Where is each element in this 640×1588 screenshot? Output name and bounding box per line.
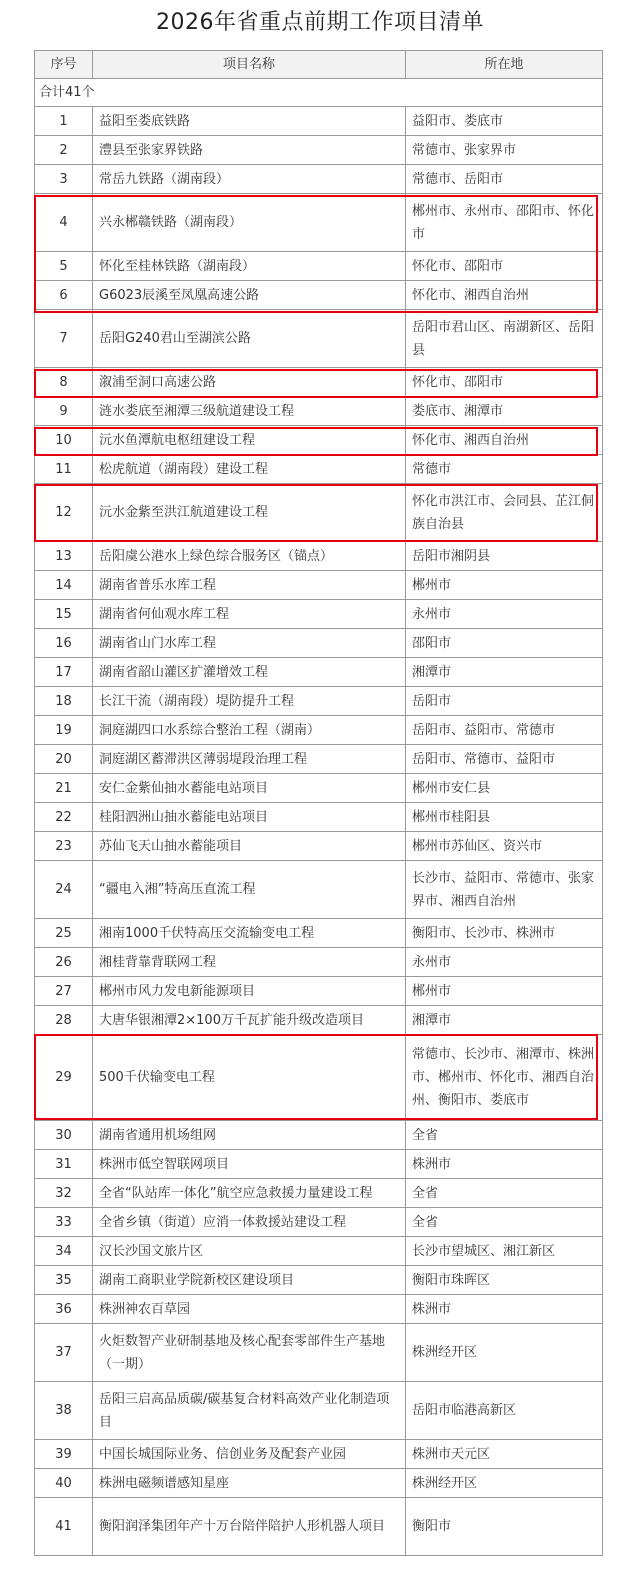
project-location: 永州市 xyxy=(406,948,603,977)
project-location: 株洲市 xyxy=(406,1150,603,1179)
table-row xyxy=(35,1469,603,1498)
project-location: 郴州市、永州市、邵阳市、怀化市 xyxy=(406,194,603,252)
project-location: 娄底市、湘潭市 xyxy=(406,397,603,426)
table-row xyxy=(35,1150,603,1179)
table-row xyxy=(35,455,603,484)
project-location: 全省 xyxy=(406,1208,603,1237)
table-row xyxy=(35,1382,603,1440)
project-location: 全省 xyxy=(406,1179,603,1208)
row-number: 12 xyxy=(35,484,93,542)
row-number: 36 xyxy=(35,1295,93,1324)
row-number: 6 xyxy=(35,281,93,310)
project-name: 500千伏输变电工程 xyxy=(93,1035,406,1121)
project-location: 长沙市望城区、湘江新区 xyxy=(406,1237,603,1266)
project-name: 全省乡镇（街道）应消一体救援站建设工程 xyxy=(93,1208,406,1237)
row-number: 3 xyxy=(35,165,93,194)
project-location: 郴州市桂阳县 xyxy=(406,803,603,832)
row-number: 41 xyxy=(35,1498,93,1556)
table-row xyxy=(35,368,603,397)
row-number: 38 xyxy=(35,1382,93,1440)
project-location: 怀化市、邵阳市 xyxy=(406,252,603,281)
project-table xyxy=(34,50,603,1556)
project-name: 岳阳G240君山至湖滨公路 xyxy=(93,310,406,368)
project-name: 郴州市风力发电新能源项目 xyxy=(93,977,406,1006)
project-name: 株洲市低空智联网项目 xyxy=(93,1150,406,1179)
table-row xyxy=(35,600,603,629)
total-row xyxy=(35,79,603,107)
table-row xyxy=(35,803,603,832)
project-name: 溆浦至洞口高速公路 xyxy=(93,368,406,397)
project-location: 全省 xyxy=(406,1121,603,1150)
table-row xyxy=(35,310,603,368)
project-location: 衡阳市珠晖区 xyxy=(406,1266,603,1295)
row-number: 2 xyxy=(35,136,93,165)
project-name: 株洲神农百草园 xyxy=(93,1295,406,1324)
table-row xyxy=(35,716,603,745)
table-row xyxy=(35,1498,603,1556)
row-number: 22 xyxy=(35,803,93,832)
table-row xyxy=(35,948,603,977)
project-location: 怀化市、湘西自治州 xyxy=(406,281,603,310)
row-number: 21 xyxy=(35,774,93,803)
project-name: 湘桂背靠背联网工程 xyxy=(93,948,406,977)
row-number: 9 xyxy=(35,397,93,426)
project-location: 邵阳市 xyxy=(406,629,603,658)
project-name: 沅水金紫至洪江航道建设工程 xyxy=(93,484,406,542)
project-name: 怀化至桂林铁路（湖南段） xyxy=(93,252,406,281)
row-number: 19 xyxy=(35,716,93,745)
row-number: 32 xyxy=(35,1179,93,1208)
project-name: 涟水娄底至湘潭三级航道建设工程 xyxy=(93,397,406,426)
table-row xyxy=(35,629,603,658)
project-name: G6023辰溪至凤凰高速公路 xyxy=(93,281,406,310)
row-number: 33 xyxy=(35,1208,93,1237)
project-location: 株洲市 xyxy=(406,1295,603,1324)
table-row xyxy=(35,484,603,542)
project-name: 洞庭湖四口水系综合整治工程（湖南） xyxy=(93,716,406,745)
row-number: 25 xyxy=(35,919,93,948)
project-name: 火炬数智产业研制基地及核心配套零部件生产基地（一期） xyxy=(93,1324,406,1382)
project-location: 岳阳市君山区、南湖新区、岳阳县 xyxy=(406,310,603,368)
project-name: 澧县至张家界铁路 xyxy=(93,136,406,165)
table-row xyxy=(35,1121,603,1150)
project-location: 岳阳市临港高新区 xyxy=(406,1382,603,1440)
row-number: 35 xyxy=(35,1266,93,1295)
project-name: 中国长城国际业务、信创业务及配套产业园 xyxy=(93,1440,406,1469)
project-location: 郴州市安仁县 xyxy=(406,774,603,803)
project-location: 怀化市、湘西自治州 xyxy=(406,426,603,455)
table-row xyxy=(35,1324,603,1382)
row-number: 13 xyxy=(35,542,93,571)
page-title: 2026年省重点前期工作项目清单 xyxy=(156,10,484,35)
project-name: 湖南省普乐水库工程 xyxy=(93,571,406,600)
header-location: 所在地 xyxy=(406,51,603,79)
row-number: 37 xyxy=(35,1324,93,1382)
project-location: 永州市 xyxy=(406,600,603,629)
row-number: 23 xyxy=(35,832,93,861)
project-name: 湖南省何仙观水库工程 xyxy=(93,600,406,629)
project-location: 岳阳市湘阴县 xyxy=(406,542,603,571)
project-name: 全省“队站库一体化”航空应急救援力量建设工程 xyxy=(93,1179,406,1208)
table-row xyxy=(35,107,603,136)
table-row xyxy=(35,1237,603,1266)
project-name: 汉长沙国文旅片区 xyxy=(93,1237,406,1266)
project-name: 大唐华银湘潭2×100万千瓦扩能升级改造项目 xyxy=(93,1006,406,1035)
table-row xyxy=(35,1266,603,1295)
row-number: 24 xyxy=(35,861,93,919)
project-location: 常德市、长沙市、湘潭市、株洲市、郴州市、怀化市、湘西自治州、衡阳市、娄底市 xyxy=(406,1035,603,1121)
project-name: 湘南1000千伏特高压交流输变电工程 xyxy=(93,919,406,948)
project-name: 兴永郴赣铁路（湖南段） xyxy=(93,194,406,252)
project-name: 长江干流（湖南段）堤防提升工程 xyxy=(93,687,406,716)
table-row xyxy=(35,658,603,687)
project-location: 湘潭市 xyxy=(406,1006,603,1035)
row-number: 18 xyxy=(35,687,93,716)
project-location: 株洲经开区 xyxy=(406,1469,603,1498)
project-name: 松虎航道（湖南段）建设工程 xyxy=(93,455,406,484)
project-location: 郴州市苏仙区、资兴市 xyxy=(406,832,603,861)
project-location: 湘潭市 xyxy=(406,658,603,687)
row-number: 1 xyxy=(35,107,93,136)
project-location: 衡阳市、长沙市、株洲市 xyxy=(406,919,603,948)
project-name: 洞庭湖区蓄滞洪区薄弱堤段治理工程 xyxy=(93,745,406,774)
table-row xyxy=(35,1208,603,1237)
project-name: 湖南省山门水库工程 xyxy=(93,629,406,658)
project-location: 常德市、张家界市 xyxy=(406,136,603,165)
project-location: 郴州市 xyxy=(406,977,603,1006)
row-number: 17 xyxy=(35,658,93,687)
project-location: 怀化市、邵阳市 xyxy=(406,368,603,397)
total-cell: 合计41个 xyxy=(35,79,603,107)
row-number: 15 xyxy=(35,600,93,629)
row-number: 26 xyxy=(35,948,93,977)
project-name: 湖南省通用机场组网 xyxy=(93,1121,406,1150)
row-number: 11 xyxy=(35,455,93,484)
row-number: 7 xyxy=(35,310,93,368)
row-number: 5 xyxy=(35,252,93,281)
row-number: 10 xyxy=(35,426,93,455)
project-name: 苏仙飞天山抽水蓄能项目 xyxy=(93,832,406,861)
project-name: 湖南工商职业学院新校区建设项目 xyxy=(93,1266,406,1295)
table-row xyxy=(35,252,603,281)
project-name: “疆电入湘”特高压直流工程 xyxy=(93,861,406,919)
project-location: 岳阳市、常德市、益阳市 xyxy=(406,745,603,774)
project-name: 衡阳润泽集团年产十万台陪伴陪护人形机器人项目 xyxy=(93,1498,406,1556)
project-location: 常德市 xyxy=(406,455,603,484)
table-row xyxy=(35,281,603,310)
project-location: 怀化市洪江市、会同县、芷江侗族自治县 xyxy=(406,484,603,542)
table-row xyxy=(35,977,603,1006)
project-location: 郴州市 xyxy=(406,571,603,600)
header-name: 项目名称 xyxy=(93,51,406,79)
row-number: 29 xyxy=(35,1035,93,1121)
project-location: 长沙市、益阳市、常德市、张家界市、湘西自治州 xyxy=(406,861,603,919)
project-location: 岳阳市 xyxy=(406,687,603,716)
table-row xyxy=(35,397,603,426)
row-number: 8 xyxy=(35,368,93,397)
table-row xyxy=(35,832,603,861)
project-location: 株洲市天元区 xyxy=(406,1440,603,1469)
table-row xyxy=(35,687,603,716)
project-name: 岳阳三启高品质碳/碳基复合材料高效产业化制造项目 xyxy=(93,1382,406,1440)
project-name: 岳阳虞公港水上绿色综合服务区（锚点） xyxy=(93,542,406,571)
table-row xyxy=(35,136,603,165)
table-row xyxy=(35,861,603,919)
project-location: 常德市、岳阳市 xyxy=(406,165,603,194)
row-number: 16 xyxy=(35,629,93,658)
table-row xyxy=(35,165,603,194)
table-row xyxy=(35,1179,603,1208)
table-row xyxy=(35,542,603,571)
row-number: 20 xyxy=(35,745,93,774)
project-name: 桂阳泗洲山抽水蓄能电站项目 xyxy=(93,803,406,832)
project-name: 湖南省韶山灌区扩灌增效工程 xyxy=(93,658,406,687)
project-name: 株洲电磁频谱感知星座 xyxy=(93,1469,406,1498)
row-number: 27 xyxy=(35,977,93,1006)
project-location: 衡阳市 xyxy=(406,1498,603,1556)
row-number: 14 xyxy=(35,571,93,600)
project-name: 益阳至娄底铁路 xyxy=(93,107,406,136)
table-row xyxy=(35,426,603,455)
row-number: 40 xyxy=(35,1469,93,1498)
table-row xyxy=(35,194,603,252)
row-number: 4 xyxy=(35,194,93,252)
project-name: 安仁金紫仙抽水蓄能电站项目 xyxy=(93,774,406,803)
project-name: 常岳九铁路（湖南段） xyxy=(93,165,406,194)
table-row xyxy=(35,745,603,774)
table-header-row xyxy=(35,51,603,79)
project-name: 沅水鱼潭航电枢纽建设工程 xyxy=(93,426,406,455)
row-number: 39 xyxy=(35,1440,93,1469)
table-row xyxy=(35,1035,603,1121)
table-row xyxy=(35,1006,603,1035)
project-location: 益阳市、娄底市 xyxy=(406,107,603,136)
table-row xyxy=(35,571,603,600)
table-row xyxy=(35,1440,603,1469)
project-location: 岳阳市、益阳市、常德市 xyxy=(406,716,603,745)
row-number: 28 xyxy=(35,1006,93,1035)
table-row xyxy=(35,774,603,803)
row-number: 31 xyxy=(35,1150,93,1179)
table-row xyxy=(35,919,603,948)
header-no: 序号 xyxy=(35,51,93,79)
row-number: 30 xyxy=(35,1121,93,1150)
table-row xyxy=(35,1295,603,1324)
project-location: 株洲经开区 xyxy=(406,1324,603,1382)
row-number: 34 xyxy=(35,1237,93,1266)
